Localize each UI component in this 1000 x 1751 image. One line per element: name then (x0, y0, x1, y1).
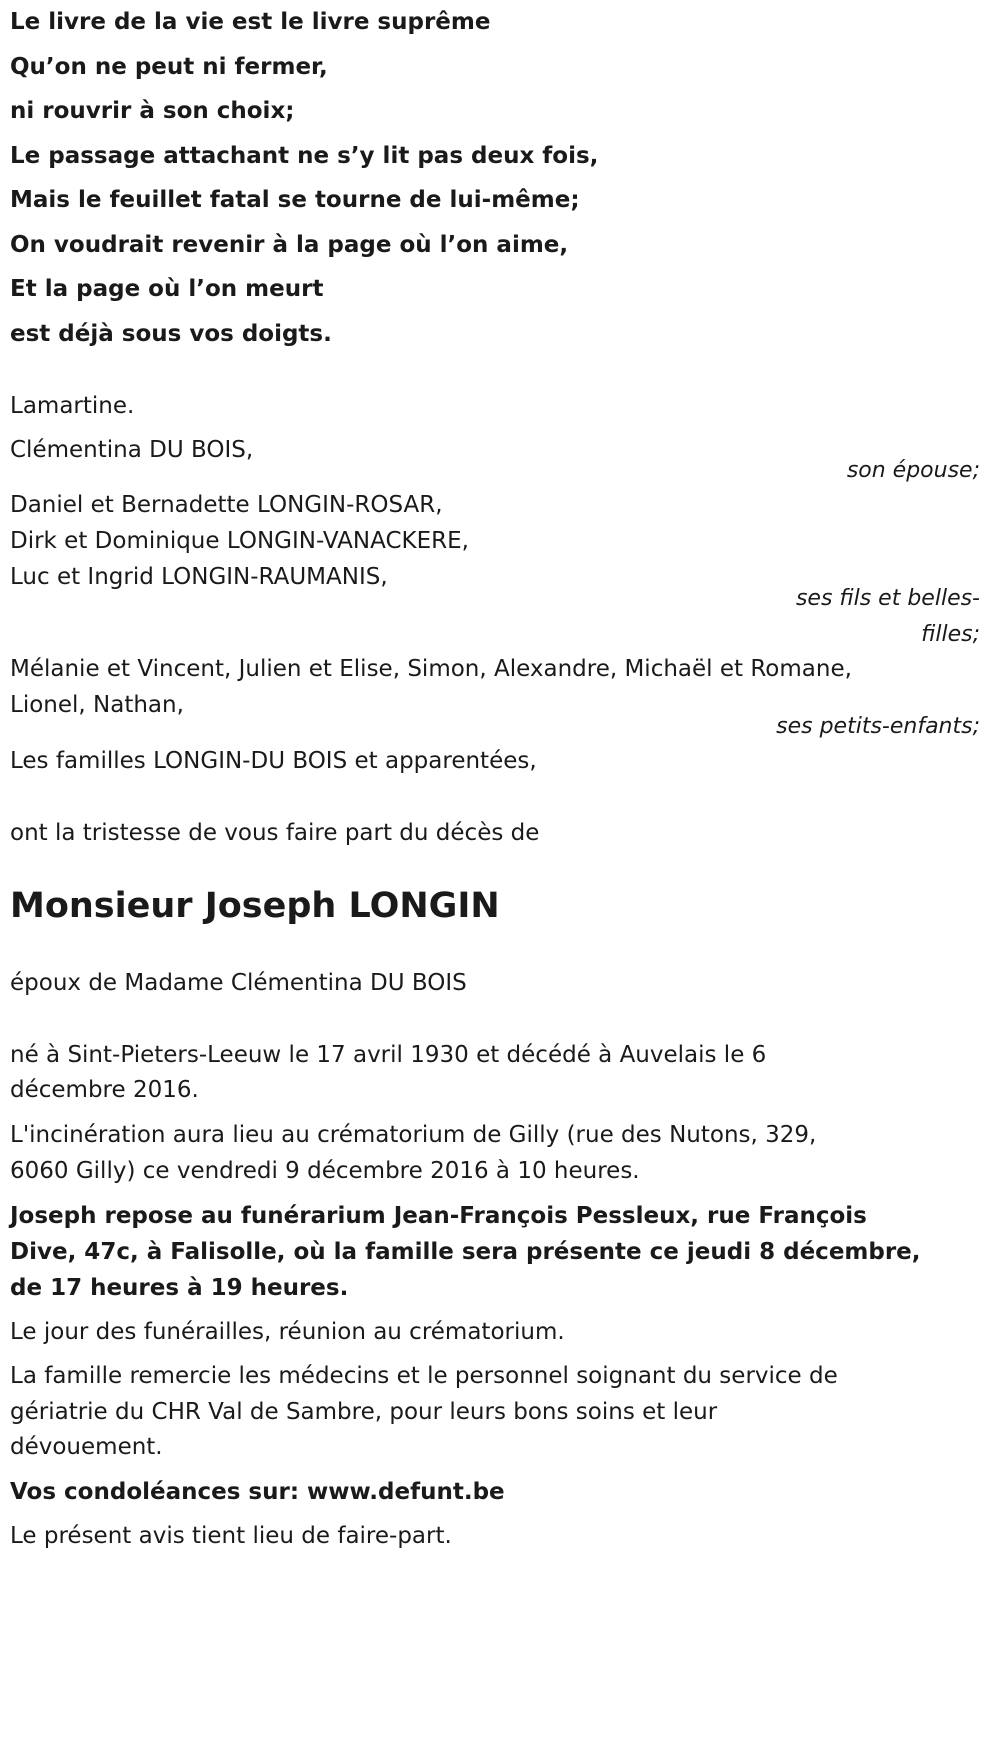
rest-line1: Joseph repose au funérarium Jean-François Pessleux, rue François (10, 1203, 867, 1229)
spouse-role: son épouse; (846, 458, 980, 483)
poem-line-6: On voudrait revenir à la page où l’on aime, (10, 232, 569, 258)
birth-death-line2: décembre 2016. (10, 1077, 199, 1103)
meeting-line: Le jour des funérailles, réunion au crématorium. (10, 1319, 565, 1345)
announcement: ont la tristesse de vous faire part du décès de (10, 820, 540, 846)
rest-line2: Dive, 47c, à Falisolle, où la famille sera présente ce jeudi 8 décembre, (10, 1239, 921, 1265)
birth-death-line1: né à Sint-Pieters-Leeuw le 17 avril 1930 et décédé à Auvelais le 6 (10, 1042, 767, 1068)
son-1: Daniel et Bernadette LONGIN-ROSAR, (10, 492, 443, 518)
poem-line-4: Le passage attachant ne s’y lit pas deux fois, (10, 143, 599, 169)
poem-line-5: Mais le feuillet fatal se tourne de lui-même; (10, 187, 580, 213)
thanks-line3: dévouement. (10, 1434, 163, 1460)
grandchildren-line2: Lionel, Nathan, (10, 692, 184, 718)
sons-role-line2: filles; (921, 622, 980, 647)
poem-line-3: ni rouvrir à son choix; (10, 98, 295, 124)
spouse-of: époux de Madame Clémentina DU BOIS (10, 970, 467, 996)
poem-line-1: Le livre de la vie est le livre suprême (10, 9, 491, 35)
sons-role-line1: ses fils et belles- (795, 586, 980, 611)
son-2: Dirk et Dominique LONGIN-VANACKERE, (10, 528, 469, 554)
poem-line-2: Qu’on ne peut ni fermer, (10, 54, 328, 80)
poem-line-8: est déjà sous vos doigts. (10, 321, 332, 347)
poem-author: Lamartine. (10, 393, 135, 419)
grandchildren-role: ses petits-enfants; (776, 714, 980, 739)
spouse-name: Clémentina DU BOIS, (10, 437, 254, 463)
condolences-line: Vos condoléances sur: www.defunt.be (10, 1479, 505, 1505)
poem-line-7: Et la page où l’on meurt (10, 276, 324, 302)
thanks-line1: La famille remercie les médecins et le personnel soignant du service de (10, 1363, 838, 1389)
notice-line: Le présent avis tient lieu de faire-part. (10, 1523, 452, 1549)
families-line: Les familles LONGIN-DU BOIS et apparentées, (10, 748, 537, 774)
rest-line3: de 17 heures à 19 heures. (10, 1275, 349, 1301)
cremation-line2: 6060 Gilly) ce vendredi 9 décembre 2016 à 10 heures. (10, 1158, 640, 1184)
son-3: Luc et Ingrid LONGIN-RAUMANIS, (10, 564, 388, 590)
cremation-line1: L'incinération aura lieu au crématorium de Gilly (rue des Nutons, 329, (10, 1122, 817, 1148)
grandchildren-line1: Mélanie et Vincent, Julien et Elise, Simon, Alexandre, Michaël et Romane, (10, 656, 852, 682)
thanks-line2: gériatrie du CHR Val de Sambre, pour leurs bons soins et leur (10, 1399, 718, 1425)
deceased-name: Monsieur Joseph LONGIN (10, 886, 500, 926)
